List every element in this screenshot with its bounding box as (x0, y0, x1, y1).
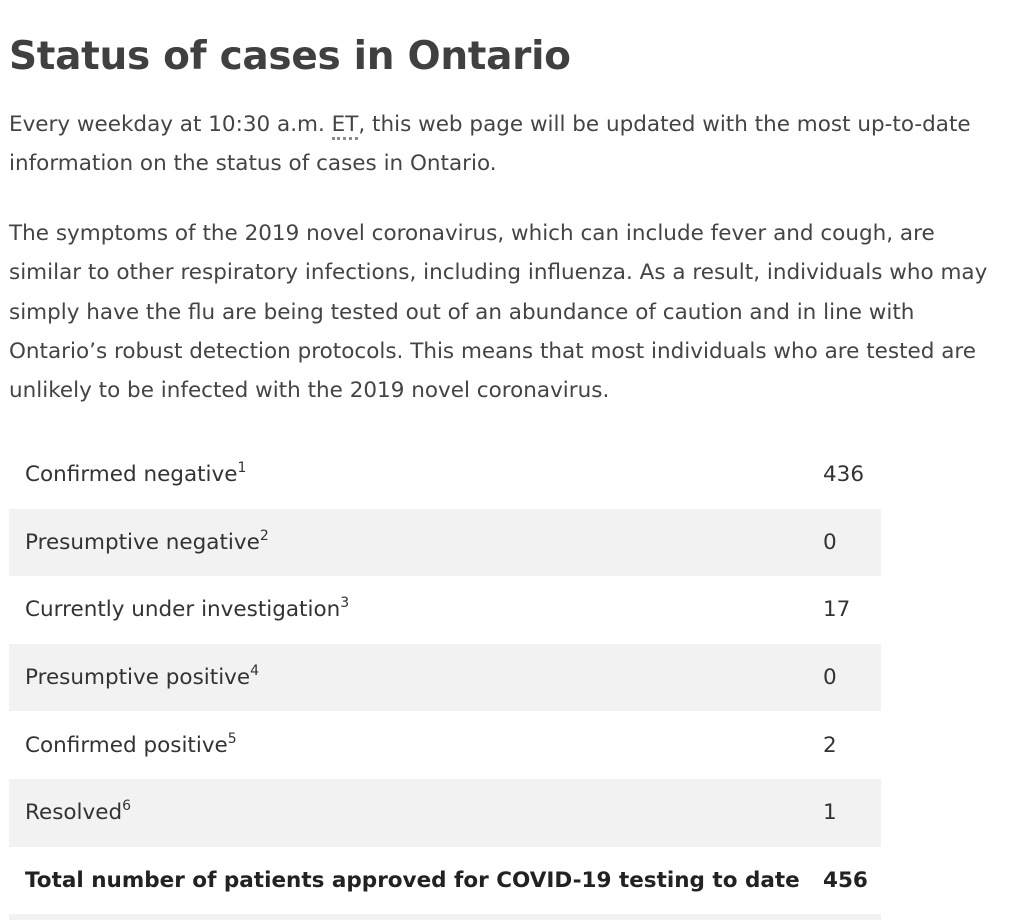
table-row-total (9, 847, 881, 915)
table-row-presumptive-positive (9, 644, 881, 712)
row-label-text: Confirmed positive (25, 732, 228, 758)
row-value: 0 (823, 644, 881, 712)
row-label (9, 441, 823, 509)
footnote-marker: 3 (340, 595, 350, 612)
footnote-marker: 5 (227, 730, 237, 747)
row-value: 2 (823, 732, 837, 758)
partial-row-cell (823, 914, 881, 920)
partial-row-cell (9, 914, 823, 920)
footnote-marker: 2 (259, 527, 269, 544)
row-label (9, 711, 823, 779)
row-label (9, 509, 823, 577)
intro-text-end: , this web page will be updated with the most up-to-date information on the status of cases in Ontario. (9, 112, 971, 176)
symptoms-paragraph: The symptoms of the 2019 novel coronavirus, which can include fever and cough, are similar to other respiratory infections, including influenza. As a result, individuals who may simply have the flu are being tested out of an abundance of caution and in line with Ontario’s robust detection protocols. This means that most individuals who are tested are unlikely to be infected with the 2019 novel coronavirus. (9, 221, 988, 404)
row-value: 1 (823, 779, 881, 847)
update-schedule-text (9, 105, 1009, 183)
table-row-under-investigation (9, 576, 881, 644)
row-label (9, 779, 823, 847)
table-row-partial (9, 914, 881, 920)
page-title: Status of cases in Ontario (9, 34, 571, 79)
case-status-table (9, 441, 881, 920)
table-row-presumptive-negative (9, 509, 881, 577)
row-label-text: Currently under investigation (25, 597, 341, 623)
row-label-text: Confirmed negative (25, 462, 238, 488)
total-value: 456 (823, 867, 868, 893)
row-value: 17 (823, 597, 851, 623)
row-label-text: Presumptive negative (25, 529, 260, 555)
footnote-marker: 4 (250, 663, 260, 680)
row-value: 436 (823, 462, 865, 488)
footnote-marker: 6 (122, 798, 132, 815)
intro-text-start: Every weekday at 10:30 a.m. (9, 112, 332, 137)
row-label (9, 644, 823, 712)
row-value: 0 (823, 509, 881, 577)
row-label (9, 576, 823, 644)
row-label-text: Presumptive positive (25, 665, 251, 691)
eastern-time-abbreviation: ET (332, 112, 359, 140)
footnote-marker: 1 (237, 460, 247, 477)
row-label-text: Resolved (25, 800, 123, 826)
table-row-resolved (9, 779, 881, 847)
table-row-confirmed-positive (9, 711, 881, 779)
total-label: Total number of patients approved for COVID-19 testing to date (25, 867, 800, 893)
table-row-confirmed-negative (9, 441, 881, 509)
